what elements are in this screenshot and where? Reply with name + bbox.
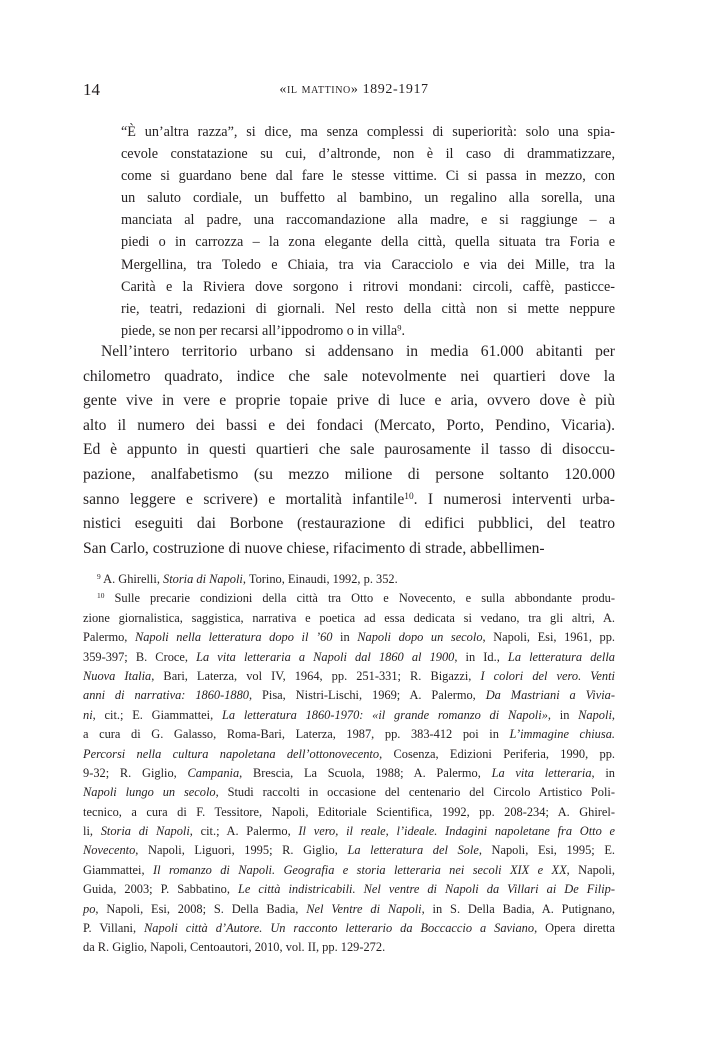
text-line [83,463,615,488]
italic-title: anni di narrativa: 1860-1880 [83,688,250,703]
text-run: 9-32; R. Giglio, [83,765,188,780]
text-run: gente vive in vere e proprie topaie prive di luce e aria, ovvero dove è più [83,392,615,410]
text-run: , in Id., [454,649,508,664]
text-run: in [332,630,358,645]
text-line [83,841,615,860]
text-line [83,822,615,841]
italic-title: La vita letteraria [491,765,592,780]
text-run: . [401,322,405,339]
text-run: , [611,707,616,722]
text-run: , Pisa, Nistri-Lischi, 1969; A. Palermo, [249,688,486,703]
italic-title: Il romanzo di Napoli. Geografia e storia letteraria nei secoli XIX e XX [152,862,567,877]
text-line [121,143,615,165]
text-line [83,512,615,537]
text-run: , Opera diretta [534,921,615,936]
text-line [83,706,615,725]
text-run: pazione, analfabetismo (su mezzo milione di persone soltanto 120.000 [83,465,615,483]
text-line [121,254,615,276]
italic-title: La letteratura 1860-1970: «il grande romanzo di Napoli» [221,707,548,722]
text-line [83,609,615,628]
text-run: , cit.; E. Giammattei, [92,707,222,722]
italic-title: po [83,901,96,916]
text-run: , Studi raccolti in occasione del centenario del Circolo Artistico Poli- [215,785,615,800]
text-line [83,725,615,744]
text-line [83,389,615,414]
text-run: Palermo, [83,630,135,645]
italic-title: L’immagine chiusa. [509,727,615,742]
text-run: P. Villani, [83,921,145,936]
italic-title: Nel Ventre di Napoli [306,901,422,916]
text-run: “È un’altra razza”, si dice, ma senza complessi di superiorità: solo una spia- [121,124,615,140]
body-paragraph [83,340,615,561]
footnote-9 [83,570,615,589]
text-line [83,438,615,463]
footnote-ref: 9 [97,571,101,581]
italic-title: ni [83,707,93,722]
italic-title: La letteratura del Sole [347,843,479,858]
italic-title: Napoli lungo un secolo [83,785,216,800]
italic-title: Storia di Napoli [163,572,243,586]
footnotes [83,570,615,958]
text-line [83,861,615,880]
text-line [83,414,615,439]
text-line [83,589,615,608]
text-run: , in [547,707,579,722]
footnote-ref: 10 [97,591,105,601]
text-run: , Brescia, La Scuola, 1988; A. Palermo, [239,765,492,780]
text-line [121,276,615,298]
italic-title: Le città indistricabili. Nel ventre di Napoli da Villari ai De Filip- [237,882,615,897]
text-run: a cura di G. Galasso, Roma-Bari, Laterza, 1987, pp. 383-412 poi in [83,727,510,742]
text-line [83,938,615,957]
text-line [83,900,615,919]
text-run: . I numerosi interventi urba- [413,490,615,508]
text-run: Carità e la Riviera dove sorgono i ritrovi mondani: circoli, caffè, pasticce- [121,278,615,295]
text-line [83,880,615,899]
text-run: 359-397; B. Croce, [83,649,197,664]
text-run: , cit.; A. Palermo, [189,824,299,839]
text-run: manciata al padre, una raccomandazione alla madre, e si raggiunge – a [121,212,615,229]
text-line [121,209,615,231]
text-run: Sulle precarie condizioni della città tra Otto e Novecento, e sulla abbondante produ- [104,591,615,606]
italic-title: La vita letteraria a Napoli dal 1860 al 1900 [196,649,455,664]
italic-title: Napoli [578,707,612,722]
italic-title: Novecento [83,843,136,858]
text-line [121,298,615,320]
text-run: Nell’intero territorio urbano si addensano in media 61.000 abitanti per [101,343,615,360]
text-run: Ed è appunto in questi quartieri che sale paurosamente il tasso di disoccu- [83,441,615,459]
text-line [83,648,615,667]
text-run: piedi o in carrozza – la zona elegante della città, quella situata tra Foria e [121,234,615,251]
text-run: , Napoli, Liguori, 1995; R. Giglio, [135,843,348,858]
text-run: A. Ghirelli, [100,572,164,586]
text-run: rie, teatri, redazioni di giornali. Nel resto della città non si mette neppure [121,300,615,317]
text-run: cevole constatazione su cui, d’altronde, non è il caso di drammatizzare, [121,146,615,163]
italic-title: I colori del vero. Venti [480,668,616,683]
italic-title: Il vero, il reale, l’ideale. Indagini napoletane fra Otto e [298,824,615,839]
text-line [83,365,615,390]
text-run: zione giornalistica, saggistica, narrativa e poetica ad essa dedicata si vedano, tra gli altri, A. [83,610,615,625]
text-run: , Napoli, Esi, 1995; E. [478,843,615,858]
text-line [83,667,615,686]
text-line [83,745,615,764]
text-run: li, [83,824,101,839]
footnote-10 [83,589,615,957]
footnote-ref: 9 [397,322,402,333]
text-run: Mergellina, tra Toledo e Chiaia, tra via Caracciolo e via dei Mille, tra la [121,256,615,273]
text-run: da R. Giglio, Napoli, Centoautori, 2010, vol. II, pp. 129-272. [83,940,386,955]
text-line [83,783,615,802]
text-line [83,488,615,513]
text-run: tecnico, a cura di F. Tessitore, Napoli, Editoriale Scientifica, 1992, pp. 208-234; A. Ghirel- [83,804,615,819]
text-run: Guida, 2003; P. Sabbatino, [83,882,238,897]
text-line [83,764,615,783]
text-line [83,919,615,938]
text-run: come si guardano bene dal fare le stesse vittime. Ci si passa in mezzo, con [121,168,615,185]
italic-title: Napoli città d’Autore. Un racconto letterario da Boccaccio a Saviano [144,921,535,936]
text-run: sanno leggere e scrivere) e mortalità infantile [83,490,405,508]
text-line [83,340,615,365]
text-run: , Torino, Einaudi, 1992, p. 352. [242,572,398,586]
italic-title: Napoli dopo un secolo [357,630,483,645]
text-run: piede, se non per recarsi all’ippodromo o in villa [121,322,398,339]
italic-title: Da Mastriani a Vivia- [485,688,615,703]
text-run: San Carlo, costruzione di nuove chiese, rifacimento di strade, abbellimen- [83,539,545,557]
text-run: , in S. Della Badia, A. Putignano, [421,901,615,916]
text-line [121,231,615,253]
text-run: alto il numero dei bassi e dei fondaci (Mercato, Porto, Pendino, Vicaria). [83,416,615,434]
italic-title: Campania [187,765,240,780]
block-quote [121,121,615,342]
text-run: , Cosenza, Edizioni Periferia, 1990, pp. [379,746,615,761]
running-head: «il mattino» 1892-1917 [279,82,429,97]
text-line [83,686,615,705]
text-run: Giammattei, [83,862,153,877]
text-line [83,537,615,562]
text-line [121,320,615,342]
text-line [83,628,615,647]
text-run: , Bari, Laterza, vol IV, 1964, pp. 251-331; R. Bigazzi, [151,668,481,683]
footnote-ref: 10 [404,491,414,502]
page-number: 14 [83,80,100,99]
text-line [121,187,615,209]
italic-title: La letteratura della [507,649,615,664]
italic-title: Napoli nella letteratura dopo il ’60 [134,630,333,645]
text-line [121,121,615,143]
text-run: , Napoli, Esi, 2008; S. Della Badia, [95,901,307,916]
italic-title: Nuova Italia [83,668,152,683]
text-line [83,570,615,589]
text-line [121,165,615,187]
text-run: , Napoli, [566,862,615,877]
text-run: , in [591,765,615,780]
text-run: , Napoli, Esi, 1961, pp. [482,630,616,645]
text-line [83,803,615,822]
italic-title: Percorsi nella cultura napoletana dell’ottonovecento [83,746,380,761]
text-run: un saluto cordiale, un buffetto al bambino, un regalino alla sorella, una [121,190,615,207]
text-run: nistici eseguiti dai Borbone (restaurazione di edifici pubblici, del teatro [83,515,615,533]
text-run: chilometro quadrato, indice che sale notevolmente nei quartieri dove la [83,367,615,385]
italic-title: Storia di Napoli [100,824,190,839]
